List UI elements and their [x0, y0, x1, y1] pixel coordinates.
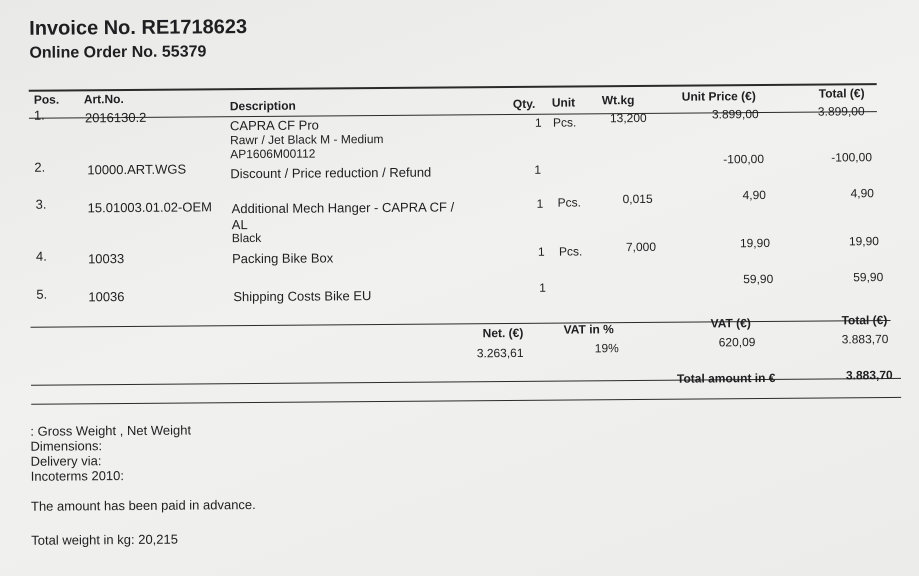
- payment-note: The amount has been paid in advance.: [30, 497, 256, 514]
- col-pos: Pos.: [33, 92, 60, 107]
- incoterms-note: Incoterms 2010:: [30, 468, 125, 484]
- row-description: Packing Bike Box: [231, 250, 334, 267]
- order-number: Online Order No. 55379: [29, 43, 207, 62]
- row-art: 2016130.2: [84, 109, 147, 126]
- row-qty: 1: [536, 196, 544, 211]
- col-unit: Unit: [551, 95, 576, 110]
- invoice-title: Invoice No. RE1718623: [29, 16, 248, 40]
- row-unit-price: 59,90: [743, 271, 774, 287]
- row-pos: 4.: [35, 248, 47, 264]
- row-unit: Pcs.: [558, 244, 583, 259]
- row-pos: 5.: [36, 286, 48, 302]
- row-description-color: Black: [231, 230, 262, 246]
- row-description: Shipping Costs Bike EU: [233, 288, 372, 305]
- net-label: Net. (€): [482, 325, 524, 341]
- row-total: 59,90: [853, 270, 884, 285]
- col-description: Description: [229, 98, 296, 114]
- net-value: 3.263,61: [476, 345, 524, 361]
- dimensions-note: Dimensions:: [30, 438, 103, 454]
- row-total: 19,90: [848, 234, 880, 249]
- row-qty: 1: [537, 244, 545, 259]
- row-description: Discount / Price reduction / Refund: [230, 164, 432, 182]
- row-pos: 3.: [35, 196, 47, 212]
- summary-top-rule: [31, 320, 891, 328]
- row-pos: 2.: [34, 159, 46, 175]
- amount-bottom-rule: [31, 397, 901, 405]
- total-weight-note: Total weight in kg: 20,215: [31, 531, 179, 548]
- row-unit-price: 4,90: [742, 187, 766, 203]
- row-weight: 13,200: [609, 110, 647, 126]
- amount-value: 3.883,70: [845, 368, 893, 383]
- row-unit-price: -100,00: [723, 152, 765, 167]
- row-description-detail: AL: [231, 217, 248, 233]
- row-art: 10000.ART.WGS: [87, 161, 187, 178]
- row-total: -100,00: [831, 150, 873, 165]
- vat-label: VAT (€): [710, 316, 751, 331]
- row-qty: 1: [534, 162, 542, 177]
- row-unit: Pcs.: [557, 195, 582, 210]
- row-description: Additional Mech Hanger - CAPRA CF /: [231, 199, 455, 217]
- col-art: Art.No.: [83, 92, 124, 107]
- vat-value: 620,09: [718, 335, 756, 350]
- row-total: 4,90: [850, 186, 874, 201]
- row-description: CAPRA CF Pro: [229, 117, 319, 134]
- row-description-code: AP1606M00112: [230, 146, 316, 162]
- row-unit-price: 3.899,00: [711, 107, 759, 122]
- row-description-detail: Rawr / Jet Black M - Medium: [230, 131, 384, 148]
- col-unit-price: Unit Price (€): [681, 89, 756, 104]
- summary-total-label: Total (€): [841, 313, 888, 328]
- col-qty: Qty.: [512, 96, 536, 111]
- row-art: 10033: [87, 251, 125, 267]
- vat-percent-label: VAT in %: [563, 322, 614, 337]
- col-weight: Wt.kg: [601, 93, 635, 108]
- row-unit-price: 19,90: [739, 235, 771, 251]
- row-weight: 0,015: [622, 191, 653, 207]
- vat-percent-value: 19%: [594, 341, 619, 356]
- row-art: 10036: [88, 289, 125, 305]
- row-art: 15.01003.01.02-OEM: [87, 199, 213, 216]
- row-unit: Pcs.: [552, 115, 577, 130]
- amount-label: Total amount in €: [676, 370, 776, 386]
- delivery-note: Delivery via:: [30, 453, 102, 469]
- row-total: 3.899,00: [817, 104, 865, 119]
- summary-total-value: 3.883,70: [841, 332, 889, 347]
- row-qty: 1: [539, 280, 547, 295]
- row-pos: 1.: [33, 107, 45, 123]
- weights-note: : Gross Weight , Net Weight: [30, 422, 192, 439]
- row-qty: 1: [534, 115, 542, 130]
- row-weight: 7,000: [625, 239, 657, 255]
- col-total: Total (€): [818, 86, 865, 101]
